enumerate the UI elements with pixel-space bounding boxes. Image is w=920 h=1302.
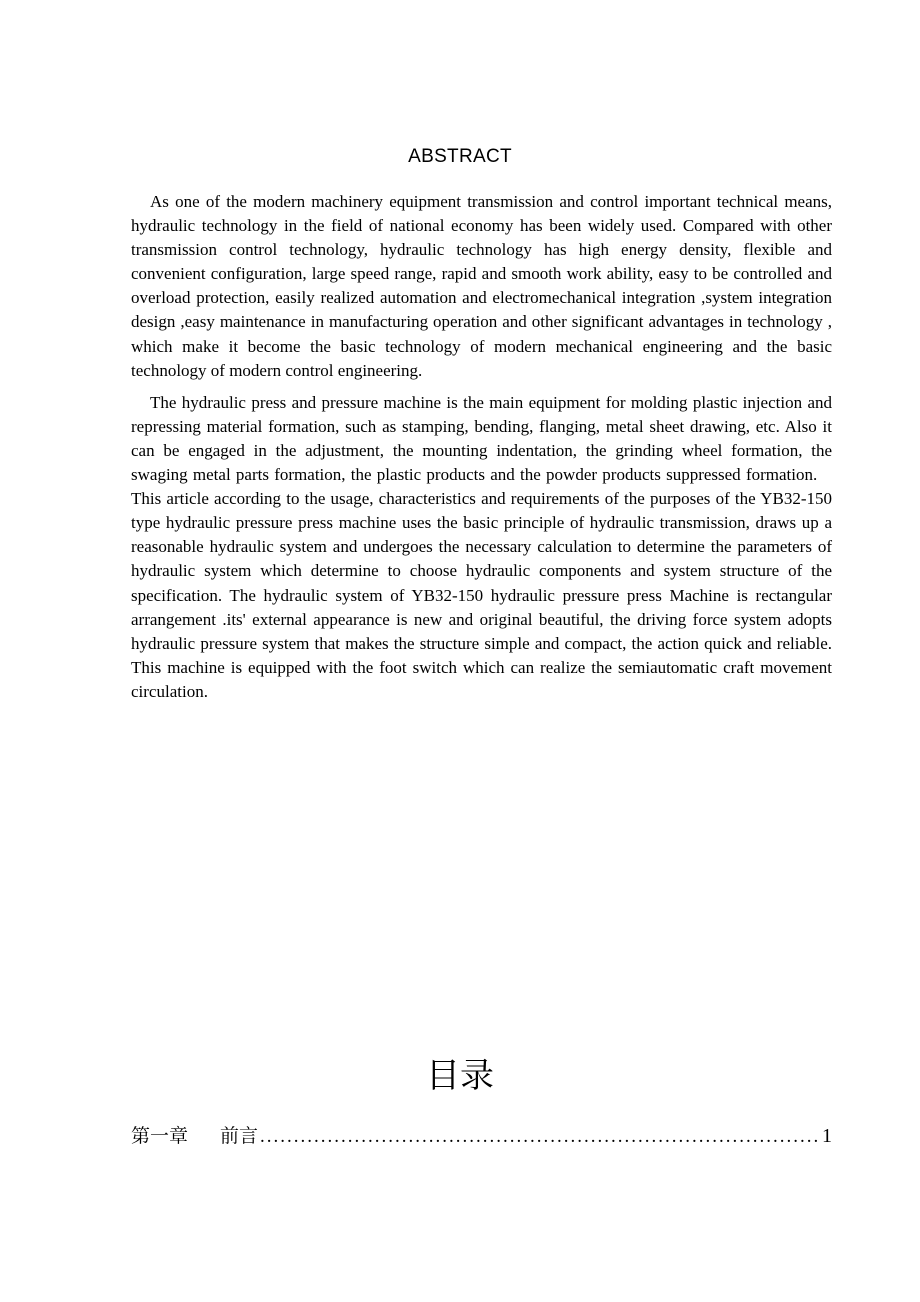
toc-title: 目录 (426, 1056, 494, 1096)
abstract-title: ABSTRACT (408, 146, 512, 167)
toc-entry-name: 前言 (220, 1125, 259, 1147)
toc-entry[interactable] (131, 1122, 832, 1151)
toc-dot-leader (260, 1123, 820, 1151)
abstract-body (131, 190, 832, 712)
toc-entry-chapter: 第一章 (131, 1125, 189, 1147)
abstract-paragraph-1: As one of the modern machinery equipment transmission and control important technical means, hydraulic technology in the field of national economy has been widely used. Compared with other transmission control technology, hydraulic technology has high energy density, flexible and convenient configuration, large speed range, rapid and smooth work ability, easy to be controlled and overload protection, easily realized automation and electromechanical integration ,system integration design ,easy maintenance in manufacturing operation and other significant advantages in technology , which make it become the basic technology of modern mechanical engineering and the basic technology of modern control engineering. (131, 192, 832, 380)
abstract-paragraph-2: The hydraulic press and pressure machine is the main equipment for molding plastic injection and repressing material formation, such as stamping, bending, flanging, metal sheet drawing, etc. Also it can be engaged in the adjustment, the mounting indentation, the grinding wheel formation, the swaging metal parts formation, the plastic products and the powder products suppressed formation. This article according to the usage, characteristics and requirements of the purposes of the YB32-150 type hydraulic pressure press machine uses the basic principle of hydraulic transmission, draws up a reasonable hydraulic system and undergoes the necessary calculation to determine the parameters of hydraulic system which determine to choose hydraulic components and system structure of the specification. The hydraulic system of YB32-150 hydraulic pressure press Machine is rectangular arrangement .its' external appearance is new and original beautiful, the driving force system adopts hydraulic pressure system that makes the structure simple and compact, the action quick and reliable. This machine is equipped with the foot switch which can realize the semiautomatic craft movement circulation. (131, 392, 832, 701)
toc-entry-page-number: 1 (822, 1125, 832, 1147)
